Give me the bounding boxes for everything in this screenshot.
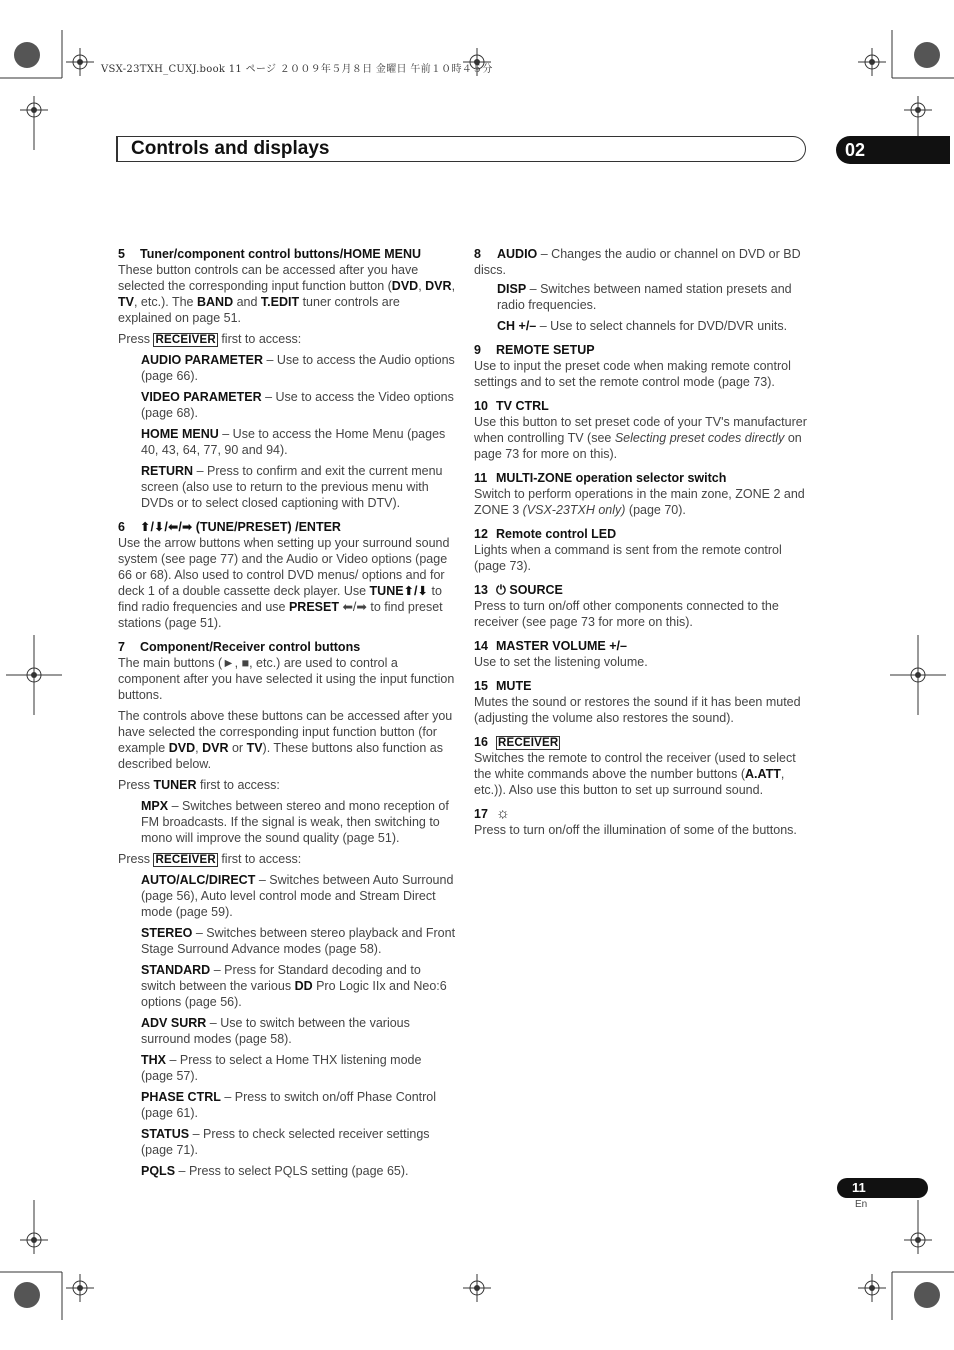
section-17-text: Press to turn on/off the illumination of some of the buttons. <box>474 823 797 837</box>
section-7-text-2: The controls above these buttons can be accessed after you have selected the corresponding input function button (for example DVD, DVR or TV). These buttons also function as described below. <box>118 709 453 771</box>
section-9-text: Use to input the preset code when making remote control settings and to set the remote control mode (page 73). <box>474 359 791 389</box>
section-14-text: Use to set the listening volume. <box>474 655 648 669</box>
section-12-text: Lights when a command is sent from the remote control (page 73). <box>474 543 782 573</box>
audio-parameter-item: AUDIO PARAMETER – Use to access the Audio options (page 66). <box>141 353 455 383</box>
section-11-heading: 11 MULTI-ZONE operation selector switch <box>474 471 727 485</box>
left-column <box>118 246 456 1184</box>
receiver-key: RECEIVER <box>155 854 216 866</box>
receiver-key: RECEIVER <box>155 334 216 346</box>
status-item: STATUS – Press to check selected receiver settings (page 71). <box>141 1127 430 1157</box>
section-15-heading: 15 MUTE <box>474 679 532 693</box>
section-16-text: Switches the remote to control the receiver (used to select the white commands above the number buttons (A.ATT, etc.)). Also use this button to set up surround sound. <box>474 751 796 797</box>
section-5-text: These button controls can be accessed after you have selected the corresponding input function button (DVD, DVR, TV, etc.). The BAND and T.EDIT tuner controls are explained on page 51. <box>118 263 456 325</box>
section-12-heading: 12 Remote control LED <box>474 527 617 541</box>
dolby-icon: DD <box>294 979 313 993</box>
section-7-heading: 7 Component/Receiver control buttons <box>118 640 361 654</box>
section-5-heading: 5 Tuner/component control buttons/HOME MENU <box>118 247 421 261</box>
adv-surr-item: ADV SURR – Use to switch between the various surround modes (page 58). <box>141 1016 410 1046</box>
thx-item: THX – Press to select a Home THX listening mode (page 57). <box>141 1053 422 1083</box>
receiver-key: RECEIVER <box>498 737 559 749</box>
home-menu-item: HOME MENU – Use to access the Home Menu (pages 40, 43, 64, 77, 90 and 94). <box>141 427 446 457</box>
illumination-icon: ☼ <box>496 805 510 822</box>
section-6-heading: 6 ⬆/⬇/⬅/➡ (TUNE/PRESET) /ENTER <box>118 520 341 534</box>
standard-item: STANDARD – Press for Standard decoding and to switch between the various DD Pro Logic IIx and Neo:6 options (page 56). <box>141 963 447 1009</box>
section-13-text: Press to turn on/off other components connected to the receiver (see page 73 for more on this). <box>474 599 779 629</box>
section-10-heading: 10 TV CTRL <box>474 399 549 413</box>
section-13-heading: 13 ⏻ SOURCE <box>474 583 563 597</box>
page-title: Controls and displays <box>131 138 330 159</box>
ch-item: CH +/– – Use to select channels for DVD/DVR units. <box>497 319 788 333</box>
section-10-text: Use this button to set preset code of your TV's manufacturer when controlling TV (see Selecting preset codes directly on page 73 for more on this). <box>474 415 807 461</box>
mpx-item: MPX – Switches between stereo and mono reception of FM broadcasts. If the signal is weak, then switching to mono will improve the sound quality (page 51). <box>141 799 449 845</box>
press-receiver-2: Press RECEIVER first to access: <box>118 852 302 866</box>
language-code: En <box>855 1199 868 1210</box>
section-16-heading: 16 RECEIVER <box>474 735 559 749</box>
auto-alc-direct-item: AUTO/ALC/DIRECT – Switches between Auto Surround (page 56), Auto level control mode and Stream Direct mode (page 59). <box>141 873 454 919</box>
section-9-heading: 9 REMOTE SETUP <box>474 343 595 357</box>
pqls-item: PQLS – Press to select PQLS setting (page 65). <box>141 1164 409 1178</box>
chapter-number: 02 <box>845 140 866 160</box>
video-parameter-item: VIDEO PARAMETER – Use to access the Video options (page 68). <box>141 390 454 420</box>
right-column <box>474 246 810 843</box>
page-number: 11 <box>852 1180 866 1195</box>
stereo-item: STEREO – Switches between stereo playback and Front Stage Surround Advance modes (page 58). <box>141 926 456 956</box>
section-17-heading: 17 ☼ <box>474 805 510 822</box>
audio-item: 8 AUDIO – Changes the audio or channel on DVD or BD discs. <box>474 247 801 277</box>
section-6-text: Use the arrow buttons when setting up your surround sound system (see page 77) and the Audio or Video options (page 66 or 68). Also used to control DVD menus/ options and for deck 1 of a double cassette deck player. Use TUNE⬆/⬇ to find radio frequencies and use PRESET ⬅/➡ to find preset stations (page 51). <box>118 536 450 630</box>
disp-item: DISP – Switches between named station presets and radio frequencies. <box>497 282 792 312</box>
return-item: RETURN – Press to confirm and exit the current menu screen (also use to return to the previous menu with DVDs or to select closed captioning with DTV). <box>141 464 443 510</box>
book-info: VSX-23TXH_CUXJ.book 11 ページ ２００９年５月８日 金曜日 午前１０時４５分 <box>101 64 493 75</box>
phase-ctrl-item: PHASE CTRL – Press to switch on/off Phase Control (page 61). <box>141 1090 437 1120</box>
press-receiver-1: Press RECEIVER first to access: <box>118 332 302 346</box>
section-14-heading: 14 MASTER VOLUME +/– <box>474 639 627 653</box>
press-tuner: Press TUNER first to access: <box>118 778 280 792</box>
page-number-tab <box>837 1178 928 1198</box>
section-7-text-1: The main buttons (►, ■, etc.) are used to control a component after you have selected it using the input function buttons. <box>118 656 455 702</box>
section-11-text: Switch to perform operations in the main zone, ZONE 2 and ZONE 3 (VSX-23TXH only) (page 70). <box>474 487 805 517</box>
power-icon: ⏻ <box>496 583 506 597</box>
section-15-text: Mutes the sound or restores the sound if it has been muted (adjusting the volume also restores the sound). <box>474 695 801 725</box>
